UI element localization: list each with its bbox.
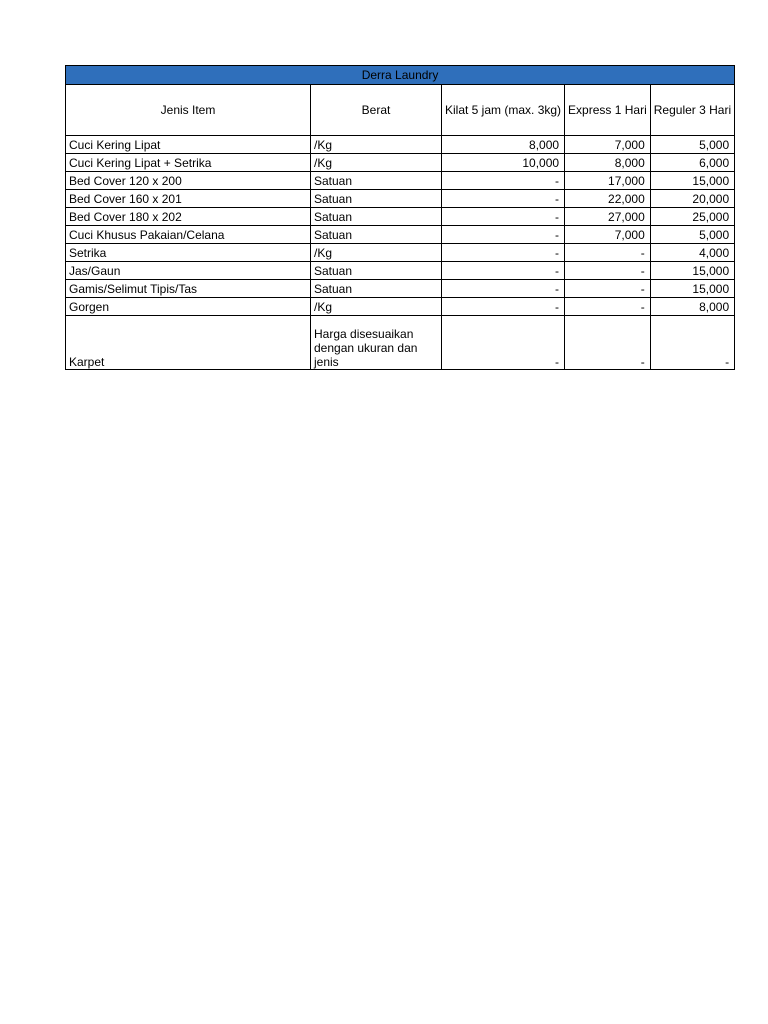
table-row [66, 190, 735, 208]
table-row [66, 172, 735, 190]
header-item: Jenis Item [66, 85, 311, 136]
cell-reguler: 25,000 [650, 208, 734, 226]
cell-item: Gorgen [66, 298, 311, 316]
cell-item: Cuci Khusus Pakaian/Celana [66, 226, 311, 244]
cell-reguler: 4,000 [650, 244, 734, 262]
cell-express: - [565, 316, 651, 370]
cell-kilat: - [442, 190, 565, 208]
cell-weight: /Kg [311, 244, 442, 262]
cell-express: - [565, 280, 651, 298]
cell-reguler: 15,000 [650, 280, 734, 298]
header-express: Express 1 Hari [565, 85, 651, 136]
header-kilat: Kilat 5 jam (max. 3kg) [442, 85, 565, 136]
cell-kilat: - [442, 298, 565, 316]
header-row [66, 85, 735, 136]
cell-kilat: - [442, 226, 565, 244]
cell-reguler: 5,000 [650, 226, 734, 244]
cell-express: 7,000 [565, 136, 651, 154]
cell-weight: Satuan [311, 262, 442, 280]
table-row [66, 136, 735, 154]
table-row [66, 154, 735, 172]
cell-item: Jas/Gaun [66, 262, 311, 280]
cell-kilat: - [442, 172, 565, 190]
cell-kilat: - [442, 316, 565, 370]
cell-item: Bed Cover 180 x 202 [66, 208, 311, 226]
cell-express: - [565, 244, 651, 262]
table-title: Derra Laundry [66, 66, 735, 85]
cell-item: Setrika [66, 244, 311, 262]
cell-weight: Satuan [311, 172, 442, 190]
cell-kilat: - [442, 208, 565, 226]
cell-reguler: 6,000 [650, 154, 734, 172]
cell-weight: /Kg [311, 136, 442, 154]
cell-reguler: 15,000 [650, 262, 734, 280]
cell-reguler: 20,000 [650, 190, 734, 208]
cell-weight: /Kg [311, 298, 442, 316]
cell-weight: Satuan [311, 226, 442, 244]
cell-express: 17,000 [565, 172, 651, 190]
cell-reguler: 5,000 [650, 136, 734, 154]
cell-express: 7,000 [565, 226, 651, 244]
cell-express: - [565, 298, 651, 316]
cell-express: 22,000 [565, 190, 651, 208]
table-row [66, 262, 735, 280]
cell-weight: Harga disesuaikan dengan ukuran dan jenis [311, 316, 442, 370]
cell-kilat: - [442, 244, 565, 262]
title-row [66, 66, 735, 85]
table-row [66, 244, 735, 262]
cell-item: Cuci Kering Lipat [66, 136, 311, 154]
cell-kilat: - [442, 262, 565, 280]
cell-express: - [565, 262, 651, 280]
cell-weight: Satuan [311, 208, 442, 226]
cell-reguler: - [650, 316, 734, 370]
cell-item: Cuci Kering Lipat + Setrika [66, 154, 311, 172]
cell-weight: Satuan [311, 280, 442, 298]
price-table [65, 65, 735, 370]
table-row [66, 280, 735, 298]
cell-kilat: 10,000 [442, 154, 565, 172]
table-body [66, 136, 735, 370]
table-row [66, 208, 735, 226]
cell-kilat: 8,000 [442, 136, 565, 154]
cell-item: Karpet [66, 316, 311, 370]
cell-weight: Satuan [311, 190, 442, 208]
cell-item: Bed Cover 160 x 201 [66, 190, 311, 208]
cell-reguler: 8,000 [650, 298, 734, 316]
cell-express: 27,000 [565, 208, 651, 226]
table-row [66, 226, 735, 244]
header-reguler: Reguler 3 Hari [650, 85, 734, 136]
cell-kilat: - [442, 280, 565, 298]
cell-reguler: 15,000 [650, 172, 734, 190]
cell-item: Gamis/Selimut Tipis/Tas [66, 280, 311, 298]
header-weight: Berat [311, 85, 442, 136]
table-row [66, 298, 735, 316]
table-row [66, 316, 735, 370]
cell-item: Bed Cover 120 x 200 [66, 172, 311, 190]
cell-weight: /Kg [311, 154, 442, 172]
cell-express: 8,000 [565, 154, 651, 172]
